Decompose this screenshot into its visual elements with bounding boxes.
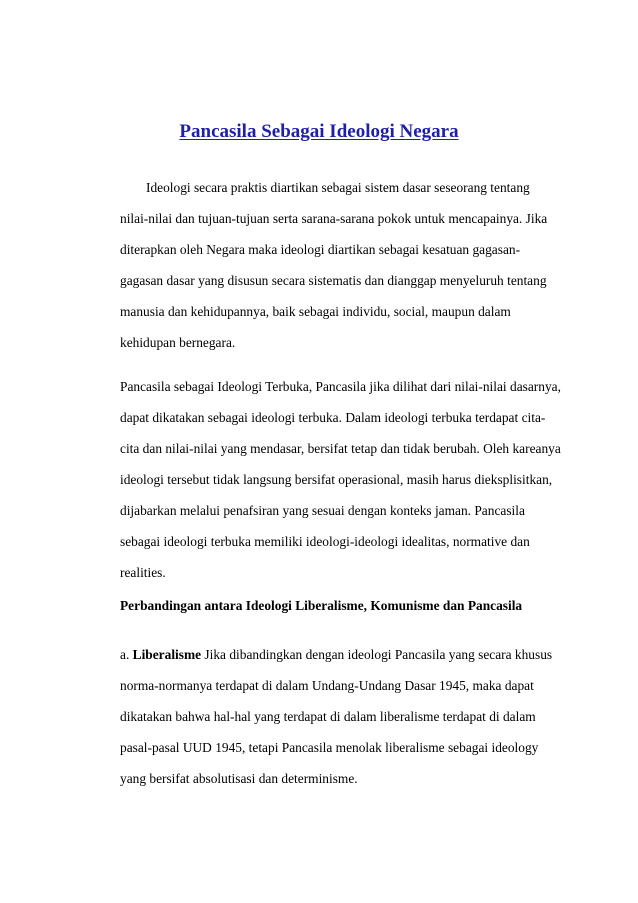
paragraph-line: norma-normanya terdapat di dalam Undang-Undang Dasar 1945, maka dapat — [120, 678, 534, 693]
paragraph-line: ideologi tersebut tidak langsung bersifat operasional, masih harus dieksplisitkan, — [120, 472, 553, 487]
section-heading: Perbandingan antara Ideologi Liberalisme, Komunisme dan Pancasila — [120, 598, 523, 613]
paragraph-line: dikatakan bahwa hal-hal yang terdapat di dalam liberalisme terdapat di dalam — [120, 709, 536, 724]
paragraph-line-rest: Jika dibandingkan dengan ideologi Pancasila yang secara khusus — [201, 647, 553, 662]
paragraph-line — [120, 639, 553, 670]
paragraph-line: pasal-pasal UUD 1945, tetapi Pancasila menolak liberalisme sebagai ideology — [120, 740, 539, 755]
paragraph-line: dapat dikatakan sebagai ideologi terbuka. Dalam ideologi terbuka terdapat cita- — [120, 410, 546, 425]
paragraph-line: sebagai ideologi terbuka memiliki ideologi-ideologi idealitas, normative dan — [120, 534, 530, 549]
paragraph-line: Ideologi secara praktis diartikan sebagai sistem dasar seseorang tentang — [146, 180, 530, 195]
paragraph-line: yang bersifat absolutisasi dan determinisme. — [120, 771, 358, 786]
paragraph-line: diterapkan oleh Negara maka ideologi diartikan sebagai kesatuan gagasan- — [120, 242, 521, 257]
paragraph-line: gagasan dasar yang disusun secara sistematis dan dianggap menyeluruh tentang — [120, 273, 547, 288]
paragraph-line: Pancasila sebagai Ideologi Terbuka, Pancasila jika dilihat dari nilai-nilai dasarnya, — [120, 379, 561, 394]
paragraph-line: kehidupan bernegara. — [120, 335, 236, 350]
paragraph-ideologi-definition — [120, 172, 548, 358]
paragraph-line: manusia dan kehidupannya, baik sebagai individu, social, maupun dalam — [120, 304, 511, 319]
title-link[interactable]: Pancasila Sebagai Ideologi Negara — [179, 121, 459, 142]
term-liberalisme: Liberalisme — [132, 647, 202, 662]
list-marker: a. — [120, 647, 133, 662]
paragraph-liberalisme — [120, 639, 553, 794]
paragraph-ideologi-terbuka — [120, 371, 561, 588]
paragraph-line: nilai-nilai dan tujuan-tujuan serta sarana-sarana pokok untuk mencapainya. Jika — [120, 211, 548, 226]
paragraph-line: dijabarkan melalui penafsiran yang sesuai dengan konteks jaman. Pancasila — [120, 503, 525, 518]
page-title — [0, 120, 638, 144]
paragraph-line: realities. — [120, 565, 166, 580]
paragraph-line: cita dan nilai-nilai yang mendasar, bersifat tetap dan tidak berubah. Oleh kareanya — [120, 441, 561, 456]
